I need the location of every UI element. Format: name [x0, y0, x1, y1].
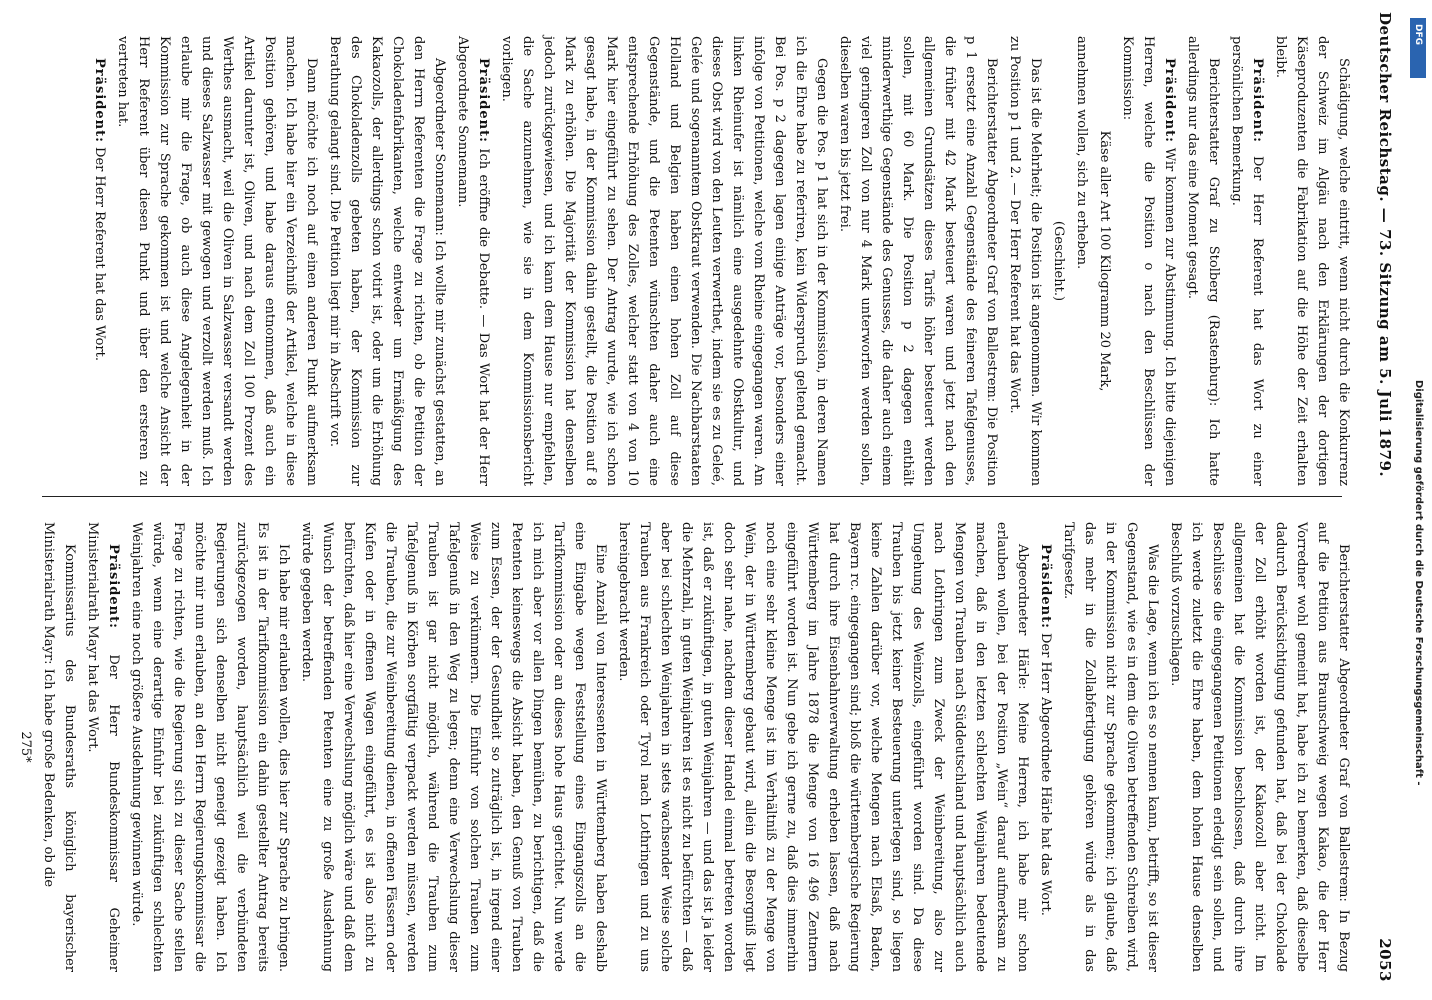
page-header	[1368, 12, 1402, 982]
speaker-label: Präsident:	[1250, 58, 1265, 143]
speech-text: Der Herr Bundeskommissar Geheimer Ministerialrath Mayr hat das Wort.	[85, 522, 121, 972]
speech-text: Der Herr Abgeordnete Härle hat das Wort.	[1038, 628, 1053, 916]
paragraph: Eine Anzahl von Interessenten in Württemberg haben deshalb eine Eingabe wegen Feststellung eines Eingangszolls an die Tarifkommission oder an dieses hohe Haus gerichtet. Nun werde ich mich aber vor allen Dingen bemühen, zu berichtigen, daß die Petenten keineswegs die Absicht haben, den Genuß von Trauben zum Essen, der der Gesundheit so zuträglich ist, in irgend einer Weise zu verkümmern. Die Einfuhr von solchen Trauben zum Tafelgenuß in den Weg zu legen; denn eine Verwechslung dieser Trauben ist gar nicht möglich, während die Trauben zum Tafelgenuß in Körben sorgfältig verpackt werden müssen, werden die Trauben, die zur Weinbereitung dienen, in offenen Fässern oder Kufen oder in offenen Wagen eingeführt, es ist also nicht zu befürchten, daß hier eine Verwechslung möglich wäre und daß dem Wunsch der betreffenden Petenten eine zu große Ausdehnung würde gegeben werden.	[299, 522, 608, 972]
paragraph: Schädigung, welche eintritt, wenn nicht durch die Konkurrenz der Schweiz im Algäu nach den Erklärungen der dortigen Käseproduzenten die Fabrikation auf die Höhe der Zeit erhalten bleibt.	[1273, 36, 1351, 486]
speaker-paragraph	[82, 522, 124, 972]
paragraph: Was die Lage, wenn ich es so nennen kann, betrifft, so ist dieser Gegenstand, wie es in dem die Oliven betreffenden Schreiben wird, in der Kommission nicht zur Sprache gekommen; ich glaube, daß das mehr in die Zollabfertigung gehören würde als in das Tarifgesetz.	[1061, 522, 1160, 972]
right-column	[18, 522, 1354, 972]
paragraph: Dann möchte ich noch auf einen anderen Punkt aufmerksam machen. Ich habe hier ein Verzeichniß der Artikel, welche in diese Position gehören, und habe daraus entnommen, daß auch ein Artikel darunter ist, Oliven, und nach dem Zoll 100 Prozent des Werthes ausmacht, weil die Oliven in Salzwasser versandt werden und dieses Salzwasser mit gewogen und verzollt werden muß. Ich erlaube mir die Frage, ob auch diese Angelegenheit in der Kommission zur Sprache gekommen ist und welche Ansicht der Herr Referent über diesen Punkt und über den ersteren zu vertreten hat.	[115, 36, 319, 486]
speaker-label: Präsident:	[92, 58, 107, 143]
speaker-paragraph	[1035, 522, 1056, 972]
paragraph: Das ist die Mehrheit; die Position ist angenommen. Wir kommen zu Position p 1 und 2. — Der Herr Referent hat das Wort.	[1007, 36, 1043, 486]
speaker-paragraph	[452, 36, 494, 486]
paragraph: Abgeordneter Sonnemann: Ich wollte mir zunächst gestatten, an den Herrn Referenten die Frage zu richten, ob die Petition der Chokoladenfabrikanten, welche entweder um Ermäßigung des Kakaozolls, der allerdings schon votirt ist, oder um die Erhöhung des Chokoladenzolls gebeten haben, der Kommission zur Berathung gelangt sind. Die Petition liegt mir in Abschrift vor.	[327, 36, 447, 486]
speaker-label: Präsident:	[476, 58, 491, 143]
speaker-paragraph	[1226, 36, 1268, 486]
digitization-credit: Digitalisierung gefördert durch die Deutsche Forschungsgemeinschaft -	[1413, 380, 1424, 786]
paragraph: Kommissarius des Bundesraths königlich bayerischer Ministerialrath Mayr: Ich habe große Bedenken, ob die	[41, 522, 77, 972]
paragraph: Berichterstatter Abgeordneter Graf von Ballestrem: Die Position p 1 ersetzt eine Anzahl Gegenstände des feineren Tafelgenusses, die früher mit 42 Mark besteuert waren und jetzt nach den allgemeinen Grundsätzen dieses Tarifs höher besteuert werden sollen, mit 60 Mark. Die Position p 2 dagegen enthält minderwerthige Gegenstände des Genusses, die daher auch einem viel geringeren Zoll von nur 4 Mark unterworfen werden sollen, dieselben waren bis jetzt frei.	[837, 36, 999, 486]
left-column	[34, 36, 1354, 486]
speaker-paragraph	[89, 36, 110, 486]
paragraph: Berichterstatter Graf zu Stolberg (Rastenburg): Ich hatte allerdings nur das eine Moment gesagt.	[1185, 36, 1221, 486]
speaker-label: Präsident:	[1162, 58, 1177, 143]
paragraph: Berichterstatter Abgeordneter Graf von Ballestrem: In Bezug auf die Petition aus Braunschweig wegen Kakao, die der Herr Vorredner wohl gemeint hat, habe ich zu bemerken, daß dieselbe dadurch Berücksichtigung gefunden hat, daß bei der Chokolade der Zoll erhöht worden ist, der Kakaozoll aber nicht. Im allgemeinen hat die Kommission beschlossen, daß durch ihre Beschlüsse die eingegangenen Petitionen erledigt sein sollen, und ich werde zuletzt die Ehre haben, dem hohen Hause denselben Beschluß vorzuschlagen.	[1168, 522, 1351, 972]
paragraph: Abgeordneter Härle: Meine Herren, ich habe mir schon erlauben wollen, bei der Position „Wein“ darauf aufmerksam zu machen, daß in den letzten schlechten Weinjahren bedeutende Mengen von Trauben nach Süddeutschland und hauptsächlich auch nach Lothringen zum Zweck der Weinbereitung, also zur Umgehung des Weinzolls, eingeführt worden sind. Da diese Trauben bis jetzt keiner Besteuerung unterlegen sind, so liegen keine Zahlen darüber vor, welche Mengen nach Elsaß, Baden, Bayern rc. eingegangen sind; bloß die württembergische Regierung hat durch ihre Eisenbahnverwaltung erheben lassen, daß nach Württemberg im Jahre 1878 die Menge von 16 496 Zentnern eingeführt worden ist. Nun gebe ich gerne zu, daß dies immerhin noch eine sehr kleine Menge ist im Verhältniß zu der Menge von Wein, der in Württemberg gebaut wird, allein die Besorgniß liegt doch sehr nahe, nachdem dieser Handel einmal betreten worden ist, daß er zukünftigen, in guten Weinjahren — und das ist ja leider die Mehrzahl, in guten Weinjahren ist es nicht zu befürchten — daß aber bei schlechten Weinjahren in stets wachsender Weise solche Trauben aus Frankreich oder Tyrol nach Lothringen und zu uns hereingebracht werden.	[616, 522, 1030, 972]
speaker-paragraph	[1117, 36, 1180, 486]
speech-text: Ich eröffne die Debatte. — Das Wort hat der Herr Abgeordnete Sonnemann.	[455, 36, 491, 486]
paragraph: Gegen die Pos. p 1 hat sich in der Kommission, in deren Namen ich die Ehre habe zu referiren, kein Widerspruch geltend gemacht. Bei Pos. p 2 dagegen lagen einige Anträge vor, besonders einer infolge von Petitionen, welche vom Rheine eingegangen waren. Am linken Rheinufer ist nämlich eine ausgedehnte Obstkultur, und dieses Obst wird von den Leuten verwerthet, indem sie es zu Geleé, Gelée und sogenanntem Obstkraut verwenden. Die Nachbarstaaten Holland und Belgien haben einen hohen Zoll auf diese Gegenstände, und die Petenten wünschten daher auch eine entsprechende Erhöhung des Zolles, welcher statt von 4 von 10 Mark hier eingeführt zu sehen. Der Antrag wurde, wie ich schon gesagt habe, in der Kommission dahin gestellt, die Position auf 8 Mark zu erhöhen. Die Majorität der Kommission hat denselben jedoch zurückgewiesen, und ich kann dem Hause nur empfehlen, die Sache anzunehmen, wie sie in dem Kommissionsbericht vorliegen.	[499, 36, 829, 486]
paragraph: Ich habe mir erlauben wollen, dies hier zur Sprache zu bringen. Es ist in der Tarifkommission ein dahin gestellter Antrag bereits zurückgezogen worden, hauptsächlich weil die verbündeten Regierungen sich denselben nicht geneigt gezeigt haben. Ich möchte mir nun erlauben, an den Herrn Regierungskommissar die Frage zu richten, wie die Regierung sich zu dieser Sache stellen würde, wenn eine derartige Einfuhr bei zukünftigen schlechten Weinjahren eine noch größere Ausdehnung gewinnen würde.	[129, 522, 291, 972]
paragraph: Käse aller Art 100 Kilogramm 20 Mark,	[1097, 130, 1112, 392]
header-title: Deutscher Reichstag. — 73. Sitzung am 5. Juli 1879.	[1376, 12, 1394, 478]
speech-text: Der Herr Referent hat das Wort zu einer persönlichen Bemerkung.	[1229, 36, 1265, 486]
speech-text: Wir kommen zur Abstimmung. Ich bitte diejenigen Herren, welche die Position o nach den Beschlüssen der Kommission:	[1120, 36, 1177, 486]
page-number: 2053	[1376, 938, 1394, 982]
speaker-label: Präsident:	[106, 544, 121, 629]
paragraph: (Geschieht.)	[1051, 220, 1066, 302]
paragraph: 275*	[18, 731, 33, 763]
speech-text: Der Herr Referent hat das Wort.	[92, 142, 107, 361]
column-divider	[42, 496, 1342, 497]
speaker-label: Präsident:	[1038, 544, 1053, 629]
paragraph: annehmen wollen, sich zu erheben.	[1074, 36, 1089, 270]
dfg-logo: DFG	[1410, 18, 1426, 78]
